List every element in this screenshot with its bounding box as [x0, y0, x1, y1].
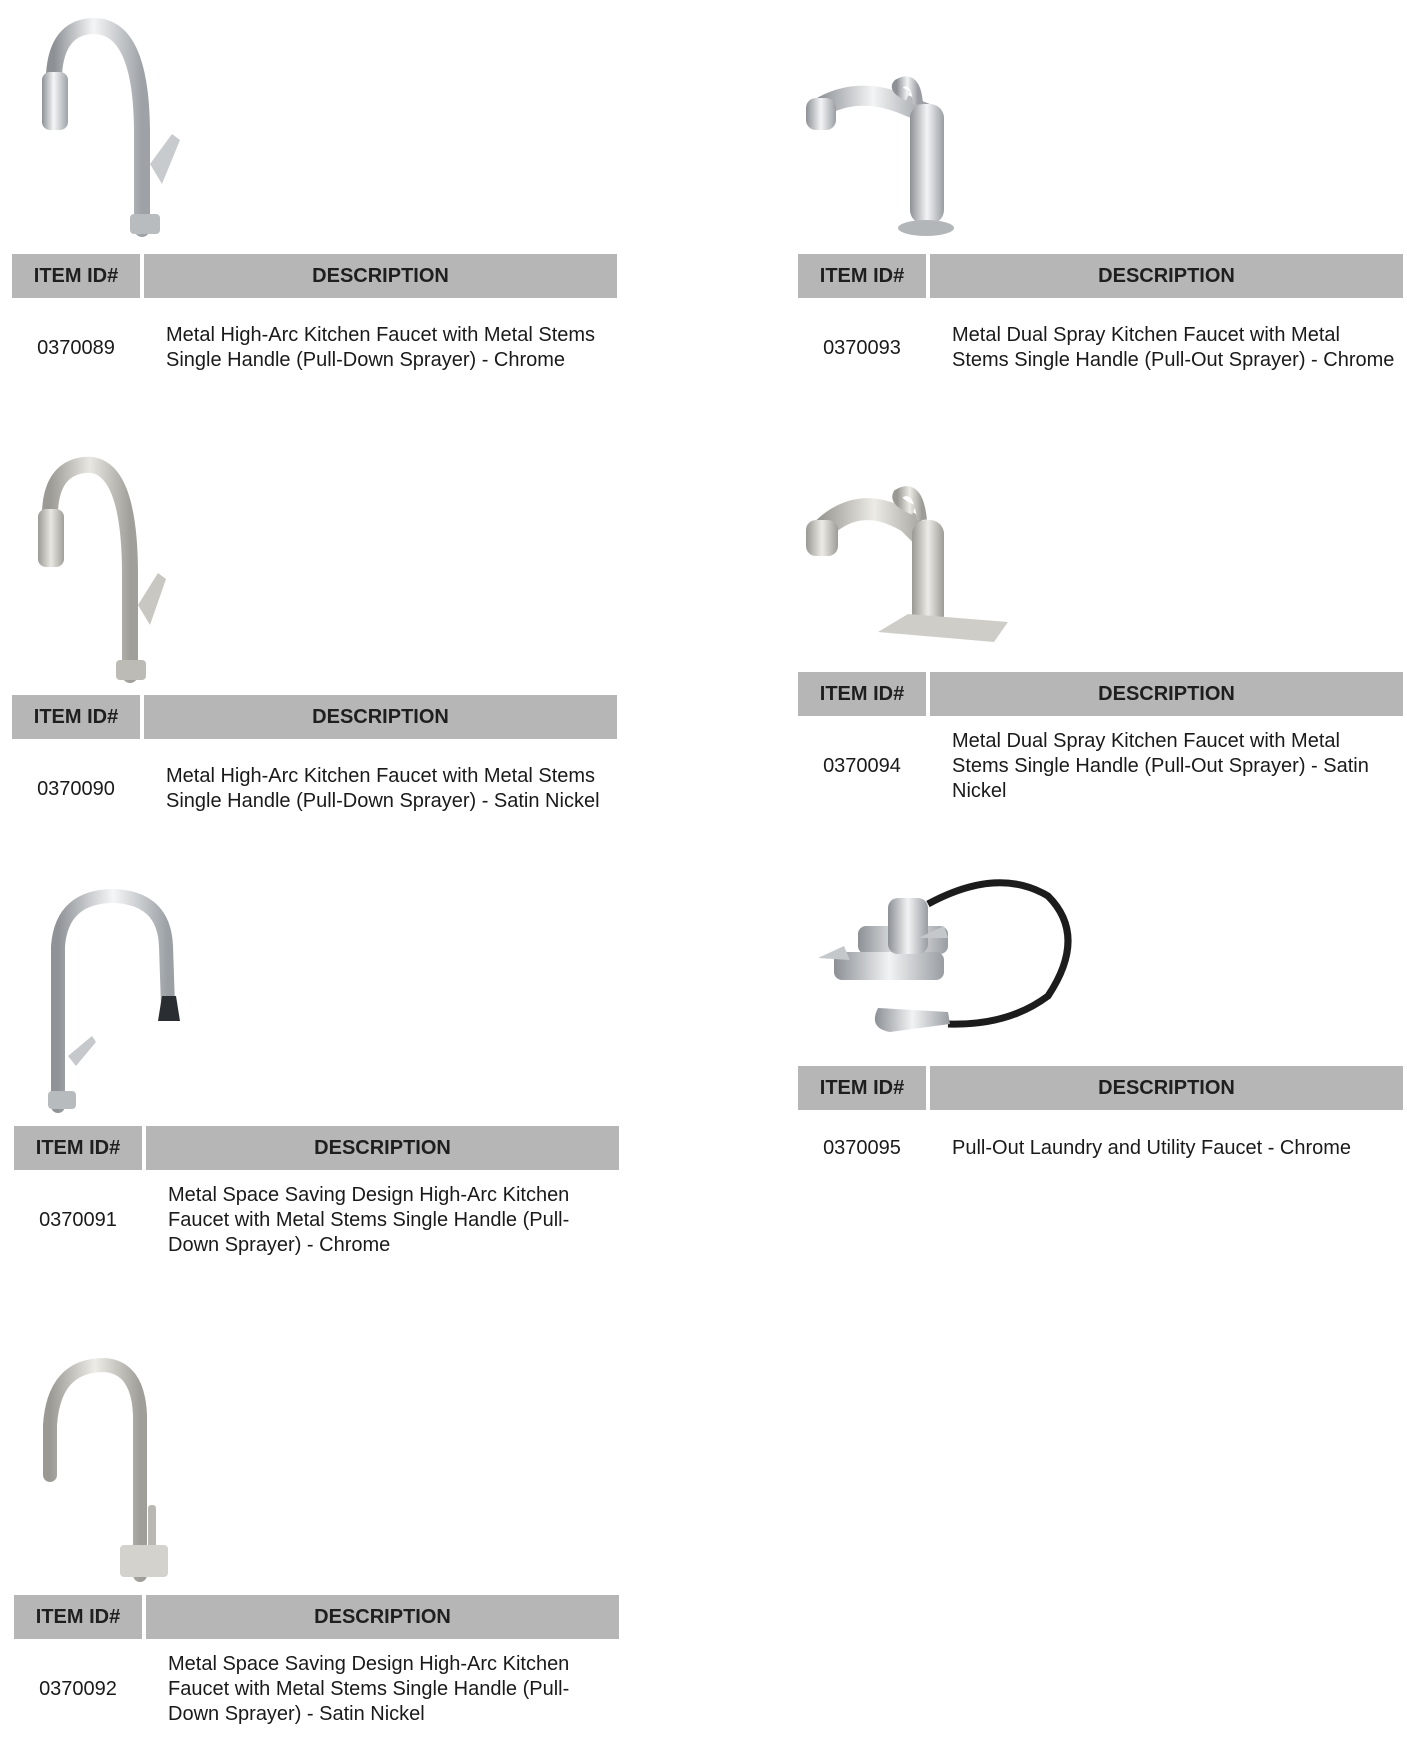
product-card	[14, 886, 619, 1270]
chrome-space-saving-faucet-icon	[14, 886, 619, 1126]
item-description: Metal Dual Spray Kitchen Faucet with Metal Stems Single Handle (Pull-Out Sprayer) - Satin Nickel	[952, 729, 1369, 802]
table-header	[798, 1066, 1403, 1110]
item-id-header: ITEM ID#	[798, 672, 926, 716]
item-description: Pull-Out Laundry and Utility Faucet - Chrome	[952, 1136, 1352, 1159]
item-id: 0370091	[39, 1208, 117, 1231]
product-card	[798, 432, 1403, 816]
table-header	[12, 254, 617, 298]
table-row	[798, 1110, 1403, 1186]
product-card	[798, 14, 1403, 398]
product-card	[14, 1355, 619, 1739]
table-header	[798, 254, 1403, 298]
table-row	[12, 298, 617, 398]
description-header: DESCRIPTION	[146, 1126, 619, 1170]
item-id: 0370093	[823, 336, 901, 359]
description-header: DESCRIPTION	[144, 254, 617, 298]
item-id: 0370095	[823, 1136, 901, 1159]
item-id: 0370089	[37, 336, 115, 359]
item-description: Metal High-Arc Kitchen Faucet with Metal Stems Single Handle (Pull-Down Sprayer) - Chrome	[166, 324, 596, 371]
description-header: DESCRIPTION	[930, 1066, 1403, 1110]
table-header	[12, 695, 617, 739]
item-description: Metal Dual Spray Kitchen Faucet with Metal Stems Single Handle (Pull-Out Sprayer) - Chrome	[952, 324, 1395, 371]
item-id: 0370092	[39, 1677, 117, 1700]
description-header: DESCRIPTION	[146, 1595, 619, 1639]
item-id: 0370094	[823, 754, 901, 777]
item-id-header: ITEM ID#	[14, 1595, 142, 1639]
nickel-space-saving-faucet-icon	[14, 1355, 619, 1595]
nickel-pull-out-faucet-icon	[798, 432, 1403, 672]
product-card	[12, 14, 617, 398]
item-id-header: ITEM ID#	[798, 1066, 926, 1110]
description-header: DESCRIPTION	[144, 695, 617, 739]
item-id: 0370090	[37, 777, 115, 800]
item-description: Metal High-Arc Kitchen Faucet with Metal Stems Single Handle (Pull-Down Sprayer) - Satin Nickel	[166, 765, 600, 812]
description-header: DESCRIPTION	[930, 672, 1403, 716]
item-id-header: ITEM ID#	[798, 254, 926, 298]
description-header: DESCRIPTION	[930, 254, 1403, 298]
item-id-header: ITEM ID#	[14, 1126, 142, 1170]
chrome-pull-down-faucet-icon	[12, 14, 617, 254]
product-card	[12, 455, 617, 839]
table-row	[12, 739, 617, 839]
chrome-pull-out-faucet-icon	[798, 14, 1403, 254]
item-id-header: ITEM ID#	[12, 254, 140, 298]
item-description: Metal Space Saving Design High-Arc Kitchen Faucet with Metal Stems Single Handle (Pull-Down Sprayer) - Chrome	[168, 1183, 570, 1256]
table-header	[14, 1595, 619, 1639]
item-id-header: ITEM ID#	[12, 695, 140, 739]
table-row	[14, 1639, 619, 1739]
item-description: Metal Space Saving Design High-Arc Kitchen Faucet with Metal Stems Single Handle (Pull-Down Sprayer) - Satin Nickel	[168, 1652, 570, 1725]
table-row	[798, 716, 1403, 816]
table-row	[14, 1170, 619, 1270]
product-card	[798, 826, 1403, 1186]
table-row	[798, 298, 1403, 398]
laundry-utility-faucet-icon	[798, 826, 1403, 1066]
table-header	[14, 1126, 619, 1170]
table-header	[798, 672, 1403, 716]
nickel-pull-down-faucet-icon	[12, 455, 617, 695]
